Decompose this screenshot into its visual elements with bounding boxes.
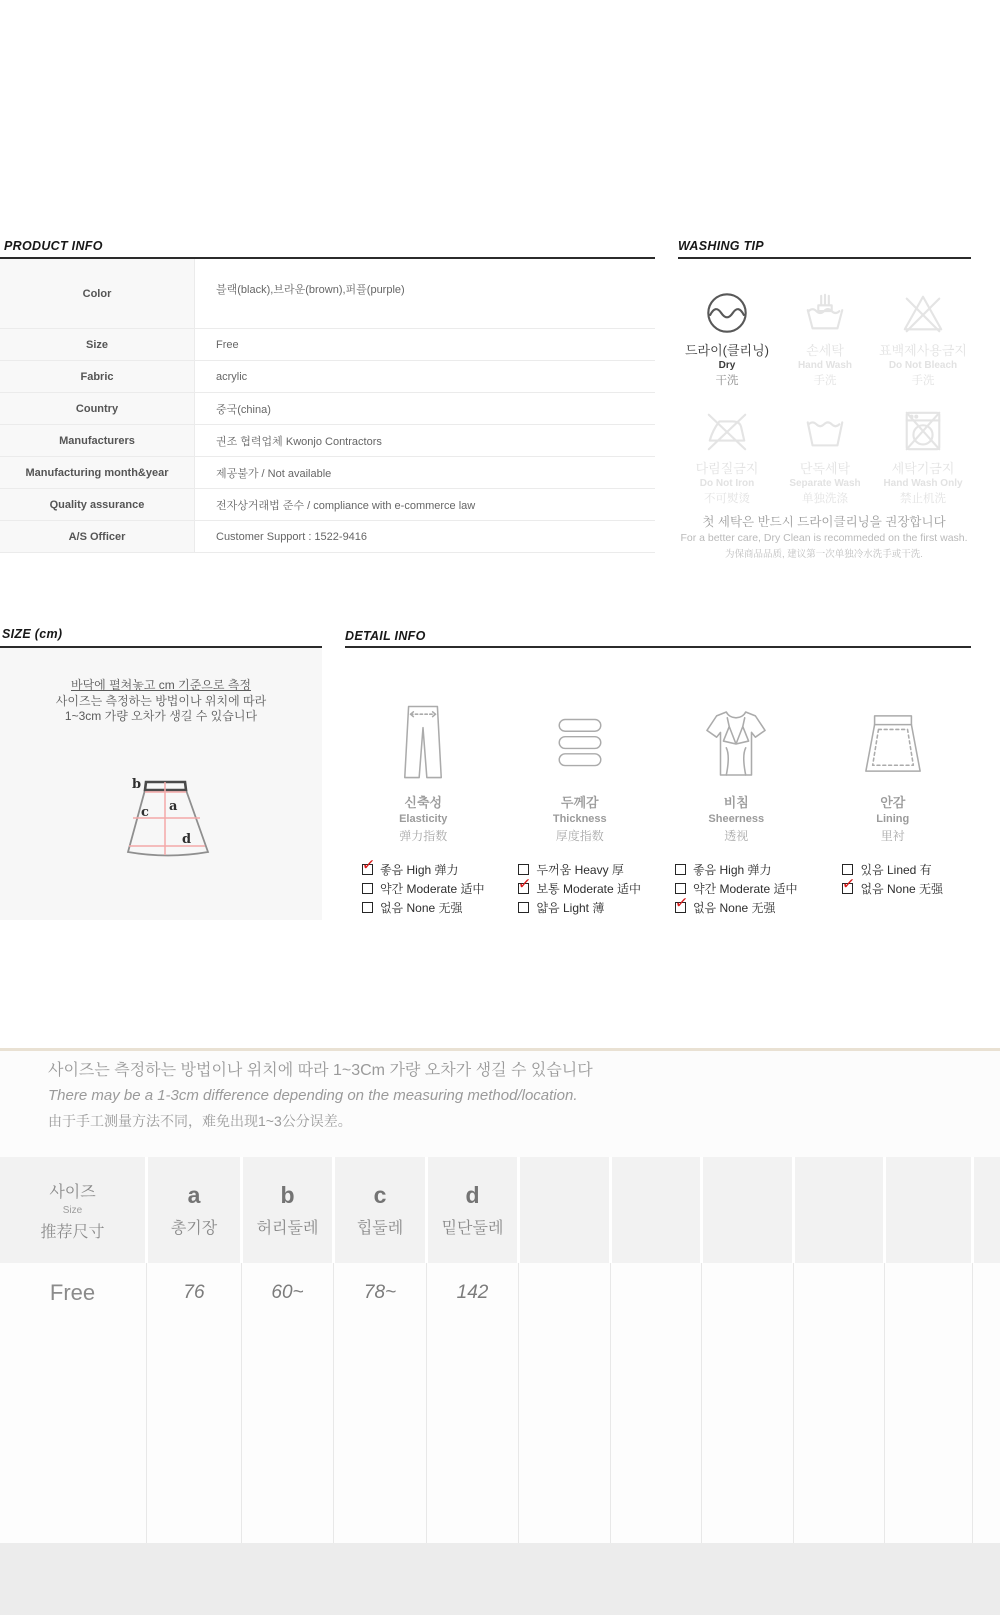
table-row [0,259,655,329]
table-row [0,489,655,521]
detail-label-zh: 弹力指数 [399,829,448,843]
row-label: A/S Officer [0,521,195,552]
product-info-title: PRODUCT INFO [4,239,103,253]
washing-note-zh: 为保商品品质, 建议第一次单独冷水洗手或干洗. [725,549,923,560]
detail-col-elasticity [345,698,502,918]
do-not-iron-icon [704,408,750,454]
option-label: 좋음 High 弹力 [379,863,459,877]
washing-label-ko: 손세탁 [806,343,844,358]
washing-label-ko: 세탁기금지 [891,461,955,476]
row-label: Manufacturers [0,425,195,456]
checkbox[interactable] [362,883,373,894]
size-table-header-empty [795,1157,883,1263]
option-list [518,860,641,917]
detail-label-ko: 비침 [723,795,749,810]
detail-label-ko: 안감 [880,795,906,810]
row-value: 블랙(black),브라운(brown),퍼플(purple) [216,284,405,296]
size-table-header-a [148,1157,240,1263]
washing-label-zh: 不可熨烫 [704,493,750,505]
table-row [0,521,655,553]
option-row [362,898,485,917]
option-label: 없음 None 无强 [379,901,463,915]
washing-cell-dry [678,290,776,388]
row-label: Manufacturing month&year [0,457,195,488]
option-label: 얇음 Light 薄 [536,901,605,915]
header-size-ko: 사이즈 [49,1183,96,1201]
washing-cell-no-machine-wash [874,408,972,506]
detail-label-ko: 두께감 [560,795,599,810]
row-label: Color [0,259,195,328]
size-table-header-size [0,1157,145,1263]
washing-label-en: Hand Wash [797,360,853,371]
row-value: Customer Support : 1522-9416 [216,530,368,543]
size-measure-text [0,648,322,725]
washing-label-ko: 드라이(클리닝) [684,343,769,358]
washing-note-ko: 첫 세탁은 반드시 드라이클리닝을 권장합니다 [702,515,946,529]
notice-en: There may be a 1-3cm difference depending on the measuring method/location. [48,1087,578,1104]
row-label: Fabric [0,361,195,392]
size-table-header-empty [520,1157,609,1263]
table-row [0,425,655,457]
checkbox[interactable] [675,864,686,875]
washing-label-zh: 禁止机洗 [900,493,946,505]
pants-elasticity-icon [399,702,447,784]
washing-label-zh: 干洗 [715,375,739,387]
header-sub: 총기장 [170,1220,218,1237]
header-size-en: Size [62,1204,83,1216]
washing-label-ko: 다림질금지 [695,461,759,476]
header-letter: b [280,1182,295,1208]
notice-text [48,1057,593,1131]
detail-label-zh: 里衬 [880,829,905,843]
row-value: 전자상거래법 준수 / compliance with e-commerce law [216,499,476,512]
checkbox[interactable] [362,864,373,875]
size-measure-line1: 바닥에 펼쳐놓고 cm 기준으로 측정 [70,678,252,692]
option-row [362,879,485,898]
washing-note-en: For a better care, Dry Clean is recommeded on the first wash. [680,532,968,544]
product-info-table [0,259,655,553]
row-value: Free [216,338,239,351]
checkbox[interactable] [362,902,373,913]
skirt-measure-diagram [124,772,212,862]
table-row [0,361,655,393]
washing-cell-no-bleach [874,290,972,388]
detail-label-zh: 透视 [724,829,749,843]
washing-label-en: Hand Wash Only [883,478,963,489]
size-section-title: SIZE (cm) [2,627,63,641]
size-measure-box [0,648,322,920]
size-value-b: 60~ [271,1282,304,1303]
option-label: 약간 Moderate 适中 [379,882,485,896]
hand-wash-icon [802,290,848,336]
detail-info-rule [345,646,971,648]
no-machine-wash-icon [900,408,946,454]
detail-col-thickness [502,698,659,918]
size-table-header-d [428,1157,517,1263]
size-table-header-b [243,1157,332,1263]
header-sub: 밑단둘레 [441,1220,504,1237]
size-value-c: 78~ [363,1282,397,1303]
skirt-lining-icon [862,711,924,775]
detail-label-en: Elasticity [399,813,448,825]
detail-info-title: DETAIL INFO [345,629,426,643]
checkbox[interactable] [675,902,686,913]
size-table-body [0,1263,1000,1543]
notice-ko: 사이즈는 측정하는 방법이나 위치에 따라 1~3Cm 가량 오차가 생길 수 있습니다 [48,1062,593,1079]
option-label: 좋음 High 弹力 [692,863,772,877]
measure-label-c: c [141,805,149,820]
measure-label-b: b [132,777,142,792]
notice-zh: 由于手工测量方法不同，难免出现1~3公分误差。 [48,1113,352,1129]
washing-label-ko: 표백제사용금지 [879,343,967,358]
size-table-header-empty [974,1157,1000,1263]
option-row [518,898,641,917]
header-size-zh: 推荐尺寸 [40,1223,105,1241]
option-list [675,860,798,917]
folded-fabric-icon [553,715,607,771]
washing-note [668,512,980,560]
option-row [675,898,798,917]
option-row [518,860,641,879]
washing-label-ko: 단독세탁 [799,461,851,476]
detail-col-lining [815,698,972,918]
size-measure-line3: 1~3cm 가량 오차가 생길 수 있습니다 [64,709,258,723]
size-table-header-empty [703,1157,792,1263]
row-value: 제공불가 / Not available [216,467,332,480]
washing-label-en: Do Not Bleach [888,360,958,371]
size-value-a: 76 [183,1282,205,1303]
size-row-label: Free [49,1280,96,1305]
row-label: Size [0,329,195,360]
size-table-header-empty [612,1157,700,1263]
option-row [518,879,641,898]
option-list [362,860,485,917]
row-label: Country [0,393,195,424]
option-label: 약간 Moderate 适中 [692,882,798,896]
washing-label-en: Separate Wash [789,478,861,489]
detail-info-grid [345,698,971,918]
washing-cell-hand-wash [776,290,874,388]
option-label: 두꺼움 Heavy 厚 [536,863,624,877]
checkbox[interactable] [518,883,529,894]
row-value: 권조 협력업체 Kwonjo Contractors [216,435,382,448]
row-value: 중국(china) [216,403,271,416]
table-row [0,457,655,489]
washing-cell-no-iron [678,408,776,506]
size-table-header-c [335,1157,425,1263]
do-not-bleach-icon [900,290,946,336]
option-label: 보통 Moderate 适中 [536,882,642,896]
table-row [0,393,655,425]
washing-label-zh: 手洗 [813,375,837,387]
detail-label-zh: 厚度指数 [555,829,604,843]
separate-wash-icon [802,408,848,454]
option-label: 없음 None 无强 [860,882,944,896]
washing-label-en: Do Not Iron [699,478,755,489]
option-row [675,879,798,898]
option-row [362,860,485,879]
option-row [842,860,943,879]
detail-col-sheerness [658,698,815,918]
detail-label-en: Lining [876,813,910,825]
header-sub: 힙둘레 [356,1220,404,1237]
option-label: 없음 None 无强 [692,901,776,915]
measure-label-d: d [182,832,192,847]
checkbox[interactable] [842,883,853,894]
washing-tip-rule [678,257,971,259]
table-row [0,329,655,361]
option-row [842,879,943,898]
option-list [842,860,943,898]
washing-icons-grid [678,290,972,506]
row-label: Quality assurance [0,489,195,520]
row-value: acrylic [216,370,248,383]
checkbox[interactable] [518,902,529,913]
dry-clean-icon [704,290,750,336]
header-letter: d [465,1182,480,1208]
size-table-header-empty [886,1157,971,1263]
measure-label-a: a [169,799,178,814]
washing-label-zh: 手洗 [911,375,935,387]
washing-label-zh: 单独洗涤 [802,493,848,505]
option-row [675,860,798,879]
sheer-top-icon [705,707,767,779]
header-letter: c [373,1182,387,1208]
size-value-d: 142 [456,1282,489,1303]
detail-label-ko: 신축성 [404,795,443,810]
header-letter: a [187,1182,201,1208]
footer-band [0,1543,1000,1615]
detail-label-en: Thickness [552,813,607,825]
washing-cell-separate-wash [776,408,874,506]
size-measure-line2: 사이즈는 측정하는 방법이나 위치에 따라 [55,693,267,708]
detail-label-en: Sheerness [708,813,765,825]
option-label: 있음 Lined 有 [860,863,932,877]
washing-tip-title: WASHING TIP [678,239,764,253]
header-sub: 허리둘레 [256,1220,319,1237]
washing-label-en: Dry [718,360,736,371]
